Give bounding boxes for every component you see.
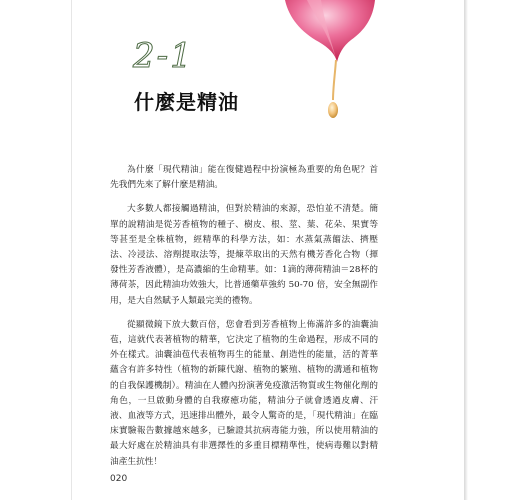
- page-number: 020: [110, 474, 128, 484]
- chapter-number: 2-1: [133, 36, 194, 76]
- paragraph-3: 從顯微鏡下放大數百倍，您會看到芳香植物上佈滿許多的油囊油苞，這就代表著植物的精華，它決定了植物的生命過程，形成不同的外在樣式。油囊油苞代表植物再生的能量、創造性的能量，活的菁華蘊含有許多特性（植物的新陳代謝、植物的繁殖、植物的溝通和植物的自我保護機制）。精油在人體內扮演著免疫激活物質或生物催化劑的角色，一旦啟動身體的自我療癒功能，精油分子就會透過皮膚、汗液、血液等方式，迅速排出體外，最令人驚奇的是，「現代精油」在臨床實驗報告數據越來越多，已驗證其抗病毒能力強，所以使用精油的最大好處在於精油具有非選擇性的多重目標精準性，使病毒難以對精油產生抗性！: [110, 319, 378, 467]
- page-edge-shadow: [464, 0, 468, 500]
- paragraph-2: 大多數人都接觸過精油，但對於精油的來源，恐怕並不清楚。簡單的說精油是從芳香植物的種子、樹皮、根、莖、葉、花朵、果實等等甚至是全株植物，經精準的科學方法，如：水蒸氣蒸餾法、擠壓法、冷浸法、溶劑提取法等，提煉萃取出的天然有機芳香化合物（揮發性芳香液體），是高濃縮的生命精華。如：1滴的薄荷精油＝28杯的薄荷茶，因此精油功效強大，比普通藥草強約 50-70 倍，安全無副作用，是大自然賦予人類最完美的禮物。: [110, 204, 378, 306]
- chapter-title: 什麼是精油: [134, 90, 239, 114]
- paragraph-1: 為什麼「現代精油」能在復健過程中扮演極為重要的角色呢？首先我們先來了解什麼是精油。: [110, 165, 378, 191]
- pink-flower-icon: [285, 0, 375, 130]
- body-text: [110, 163, 378, 479]
